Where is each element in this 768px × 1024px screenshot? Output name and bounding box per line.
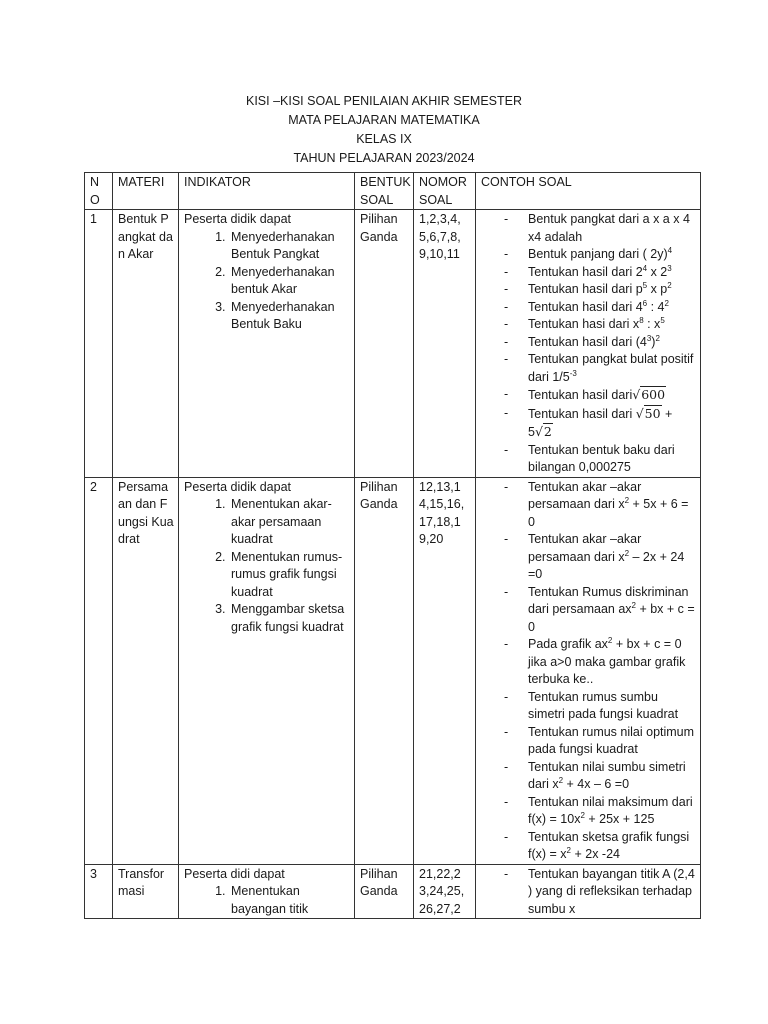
dash-bullet-icon: - (504, 637, 509, 651)
sqrt-symbol: √600 (632, 387, 666, 402)
indikator-item: 3. Menggambar sketsa grafik fungsi kuadrat (229, 601, 350, 636)
contoh-item (481, 531, 696, 584)
cell-bentuk-soal: Pilihan Ganda (355, 864, 414, 919)
exponent: 2 (607, 635, 613, 645)
contoh-text: Tentukan nilai maksimum dari f(x) = 10x (528, 794, 693, 826)
dash-bullet-icon: - (504, 866, 509, 881)
contoh-item (481, 689, 696, 724)
contoh-text: Tentukan nilai sumbu simetri dari x (528, 759, 686, 791)
exponent: 2 (655, 333, 660, 343)
document-header (0, 92, 768, 168)
contoh-text: ) (651, 334, 656, 349)
indikator-intro: Peserta didik dapat (184, 479, 292, 494)
contoh-item (481, 442, 696, 477)
dash-bullet-icon: - (504, 405, 509, 420)
exponent: 2 (580, 810, 585, 820)
contoh-item (481, 759, 696, 794)
contoh-text: Tentukan pangkat bulat positif dari 1/5 (528, 352, 694, 384)
contoh-text: Tentukan hasil dari 2 (528, 264, 643, 279)
contoh-item (481, 405, 696, 442)
contoh-text: Bentuk pangkat dari a x a x 4 x4 adalah (528, 212, 690, 244)
cell-indikator (179, 864, 355, 919)
contoh-text: + bx + c = 0 (528, 602, 695, 634)
contoh-text: x 2 (647, 264, 668, 279)
contoh-item (481, 264, 696, 282)
table-row (85, 477, 701, 864)
contoh-text: : x (643, 317, 661, 331)
indikator-list (184, 883, 350, 918)
exponent: -3 (569, 368, 577, 378)
cell-indikator (179, 210, 355, 478)
dash-bullet-icon: - (504, 317, 509, 331)
cell-bentuk-soal: Pilihan Ganda (355, 210, 414, 478)
contoh-text: Tentukan hasil dari 4 (528, 299, 643, 314)
cell-nomor-soal: 12,13,1 4,15,16, 17,18,1 9,20 (414, 477, 476, 864)
dash-bullet-icon: - (504, 264, 509, 279)
contoh-item (481, 246, 696, 264)
contoh-item (481, 724, 696, 759)
dash-bullet-icon: - (504, 212, 509, 226)
exponent: 2 (624, 495, 630, 505)
contoh-item (481, 281, 696, 299)
contoh-text: Tentukan Rumus diskriminan dari persamaan ax (528, 584, 689, 616)
indikator-item: 3. Menyederhanakan Bentuk Baku (229, 299, 350, 334)
exponent: 2 (558, 775, 564, 785)
sqrt-symbol: √2 (534, 424, 552, 439)
exponent: 3 (646, 333, 652, 343)
exponent: 3 (667, 263, 672, 273)
indikator-item: 2. Menentukan rumus-rumus grafik fungsi kuadrat (229, 549, 350, 602)
exponent: 2 (667, 280, 672, 290)
exponent: 4 (642, 263, 648, 273)
contoh-item (481, 211, 696, 246)
cell-no: 2 (85, 477, 113, 864)
exponent: 5 (642, 280, 648, 290)
contoh-text: – 2x + 24 =0 (528, 549, 685, 581)
table-row (85, 864, 701, 919)
radicand: 2 (543, 424, 552, 439)
radicand: 600 (641, 387, 666, 402)
dash-bullet-icon: - (504, 689, 509, 704)
contoh-item (481, 351, 696, 386)
dash-bullet-icon: - (504, 282, 509, 296)
cell-no: 1 (85, 210, 113, 478)
cell-contoh-soal (476, 210, 701, 478)
cell-contoh-soal (476, 477, 701, 864)
dash-bullet-icon: - (504, 829, 509, 844)
dash-bullet-icon: - (504, 584, 509, 599)
contoh-item (481, 479, 696, 532)
header-year: TAHUN PELAJARAN 2023/2024 (293, 151, 475, 165)
exponent: 2 (631, 600, 636, 610)
exponent: 8 (639, 315, 644, 325)
contoh-text: Tentukan hasil dari p (528, 282, 643, 296)
dash-bullet-icon: - (504, 724, 509, 739)
dash-bullet-icon: - (504, 794, 509, 809)
dash-bullet-icon: - (504, 387, 509, 401)
contoh-text: + 25x + 125 (584, 812, 655, 826)
contoh-text: Tentukan rumus nilai optimum pada fungsi kuadrat (528, 724, 695, 756)
sqrt-symbol: √50 (635, 405, 661, 421)
contoh-item (481, 299, 696, 317)
header-contoh-soal: CONTOH SOAL (476, 173, 701, 210)
indikator-intro: Peserta didi dapat (184, 866, 285, 881)
contoh-item (481, 584, 696, 637)
contoh-text: Tentukan akar –akar persamaan dari x (528, 532, 642, 564)
cell-bentuk-soal: Pilihan Ganda (355, 477, 414, 864)
dash-bullet-icon: - (504, 299, 509, 314)
contoh-text: Tentukan bentuk baku dari bilangan 0,000275 (528, 442, 675, 474)
indikator-list (184, 496, 350, 636)
dash-bullet-icon: - (504, 442, 509, 457)
contoh-text: Tentukan hasil dari (528, 388, 633, 402)
indikator-item: 1. Menyederhanakan Bentuk Pangkat (229, 229, 350, 264)
exponent: 2 (664, 298, 669, 308)
contoh-list (481, 211, 696, 477)
dash-bullet-icon: - (504, 247, 509, 261)
dash-bullet-icon: - (504, 759, 509, 774)
contoh-text: Tentukan hasi dari x (528, 317, 640, 331)
contoh-text: : 4 (647, 299, 665, 314)
cell-materi: Transfor masi (113, 864, 179, 919)
radicand: 50 (644, 405, 661, 421)
exponent: 2 (624, 548, 630, 558)
contoh-item (481, 794, 696, 829)
cell-materi: Bentuk Pangkat dan Akar (113, 210, 179, 478)
header-materi: MATERI (113, 173, 179, 210)
contoh-text: Tentukan bayangan titik A (2,4 ) yang di refleksikan terhadap sumbu x (528, 866, 695, 916)
contoh-text: + 5 (528, 406, 673, 439)
cell-materi: Persama an dan Fungsi Kuadrat (113, 477, 179, 864)
dash-bullet-icon: - (504, 352, 509, 366)
dash-bullet-icon: - (504, 479, 509, 494)
indikator-item: 2. Menyederhanakan bentuk Akar (229, 264, 350, 299)
cell-nomor-soal: 21,22,2 3,24,25, 26,27,2 (414, 864, 476, 919)
cell-no: 3 (85, 864, 113, 919)
header-nomor-soal: NOMOR SOAL (414, 173, 476, 210)
contoh-text: + bx + c = 0 jika a>0 maka gambar grafik terbuka ke.. (528, 637, 686, 686)
contoh-text: + 2x -24 (571, 847, 620, 861)
exponent: 4 (667, 245, 673, 255)
header-class: KELAS IX (356, 132, 412, 146)
contoh-text: Pada grafik ax (528, 637, 608, 651)
table-row (85, 210, 701, 478)
exponent: 6 (642, 298, 648, 308)
contoh-text: Bentuk panjang dari ( 2y) (528, 247, 668, 261)
contoh-text: Tentukan akar –akar persamaan dari x (528, 479, 642, 511)
exponent: 2 (566, 845, 571, 855)
indikator-intro: Peserta didik dapat (184, 212, 292, 226)
cell-contoh-soal (476, 864, 701, 919)
header-bentuk-soal: BENTUK SOAL (355, 173, 414, 210)
contoh-text: Tentukan hasil dari (528, 406, 636, 421)
contoh-text: Tentukan sketsa grafik fungsi f(x) = x (528, 829, 690, 861)
contoh-item (481, 829, 696, 864)
contoh-item (481, 636, 696, 689)
contoh-text: Tentukan rumus sumbu simetri pada fungsi kuadrat (528, 689, 679, 721)
table-header-row (85, 173, 701, 210)
dash-bullet-icon: - (504, 334, 509, 349)
header-subject: MATA PELAJARAN MATEMATIKA (288, 113, 480, 127)
header-title: KISI –KISI SOAL PENILAIAN AKHIR SEMESTER (245, 94, 523, 108)
indikator-list (184, 229, 350, 334)
header-no: N O (85, 173, 113, 210)
contoh-text: Tentukan hasil dari (4 (528, 334, 647, 349)
contoh-item (481, 316, 696, 334)
dash-bullet-icon: - (504, 532, 509, 546)
contoh-text: + 5x + 6 = 0 (528, 497, 689, 529)
contoh-list (481, 479, 696, 864)
exponent: 5 (660, 315, 665, 325)
contoh-text: x p (647, 282, 668, 296)
contoh-text: + 4x – 6 =0 (563, 777, 630, 791)
header-indikator: INDIKATOR (179, 173, 355, 210)
kisi-kisi-table (84, 172, 701, 919)
contoh-item (481, 386, 696, 405)
indikator-item: 1. Menentukan akar-akar persamaan kuadrat (229, 496, 350, 549)
indikator-item: 1. Menentukan bayangan titik (229, 883, 350, 918)
contoh-item (481, 866, 696, 919)
contoh-list (481, 866, 696, 919)
cell-nomor-soal: 1,2,3,4, 5,6,7,8, 9,10,11 (414, 210, 476, 478)
cell-indikator (179, 477, 355, 864)
contoh-item (481, 334, 696, 352)
